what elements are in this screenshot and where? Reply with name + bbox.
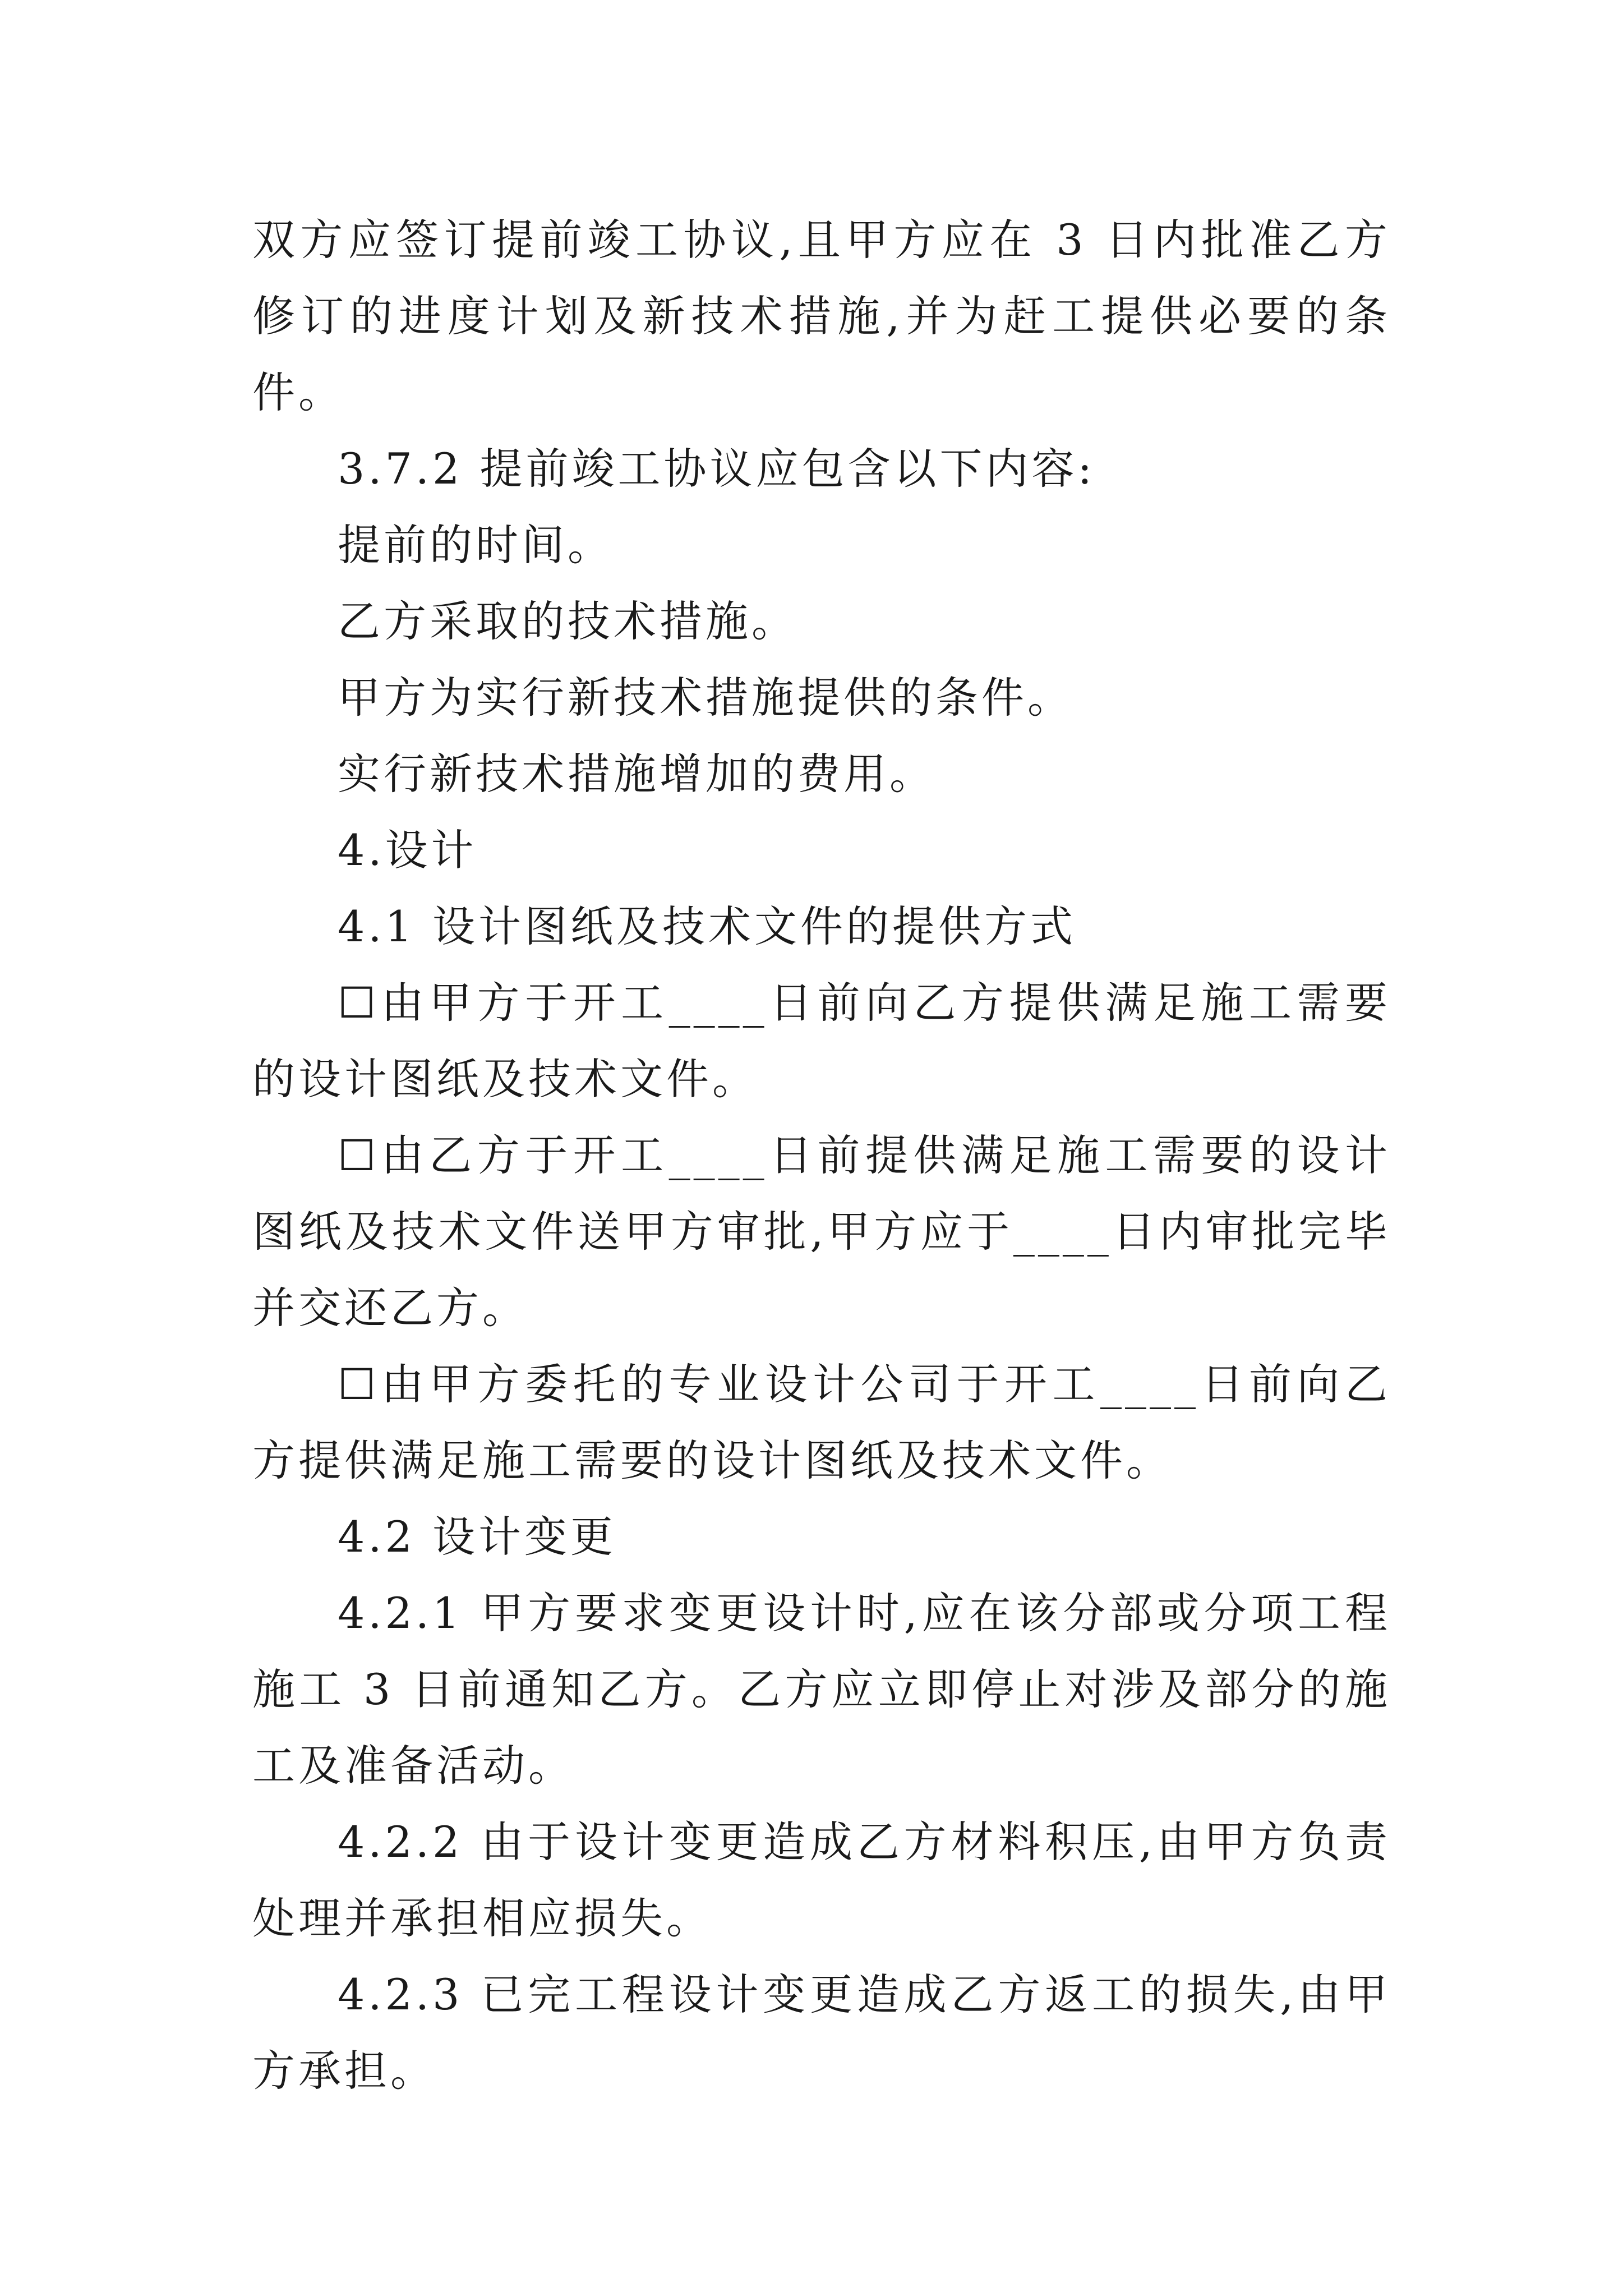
clause-4-1-heading: 4.1 设计图纸及技术文件的提供方式 <box>338 901 1077 951</box>
clause-4-2-heading: 4.2 设计变更 <box>338 1512 617 1562</box>
list-item-advance-time: 提前的时间。 <box>338 520 614 570</box>
option-party-a-provides: ☐由甲方于开工____日前向乙方提供满足施工需要的设计图纸及技术文件。 <box>252 978 1391 1104</box>
clause-4-2-3: 4.2.3 已完工程设计变更造成乙方返工的损失,由甲方承担。 <box>252 1970 1391 2096</box>
clause-4-2-2: 4.2.2 由于设计变更造成乙方材料积压,由甲方负责处理并承担相应损失。 <box>252 1817 1391 1943</box>
document-body <box>252 202 1391 2109</box>
list-item-conditions: 甲方为实行新技术措施提供的条件。 <box>338 673 1073 723</box>
option-design-company-provides: ☐由甲方委托的专业设计公司于开工____日前向乙方提供满足施工需要的设计图纸及技术文件。 <box>252 1359 1391 1485</box>
list-item-technical-measures: 乙方采取的技术措施。 <box>338 596 797 646</box>
clause-3-7-2: 3.7.2 提前竣工协议应包含以下内容: <box>338 444 1096 494</box>
section-heading-design: 4.设计 <box>338 825 477 875</box>
paragraph-schedule-agreement: 双方应签订提前竣工协议,且甲方应在 3 日内批准乙方修订的进度计划及新技术措施,并为赶工提供必要的条件。 <box>252 215 1391 417</box>
clause-4-2-1: 4.2.1 甲方要求变更设计时,应在该分部或分项工程施工 3 日前通知乙方。乙方应立即停止对涉及部分的施工及准备活动。 <box>252 1588 1391 1791</box>
option-party-b-provides: ☐由乙方于开工____日前提供满足施工需要的设计图纸及技术文件送甲方审批,甲方应于____日内审批完毕并交还乙方。 <box>252 1130 1391 1333</box>
list-item-added-cost: 实行新技术措施增加的费用。 <box>338 749 935 799</box>
